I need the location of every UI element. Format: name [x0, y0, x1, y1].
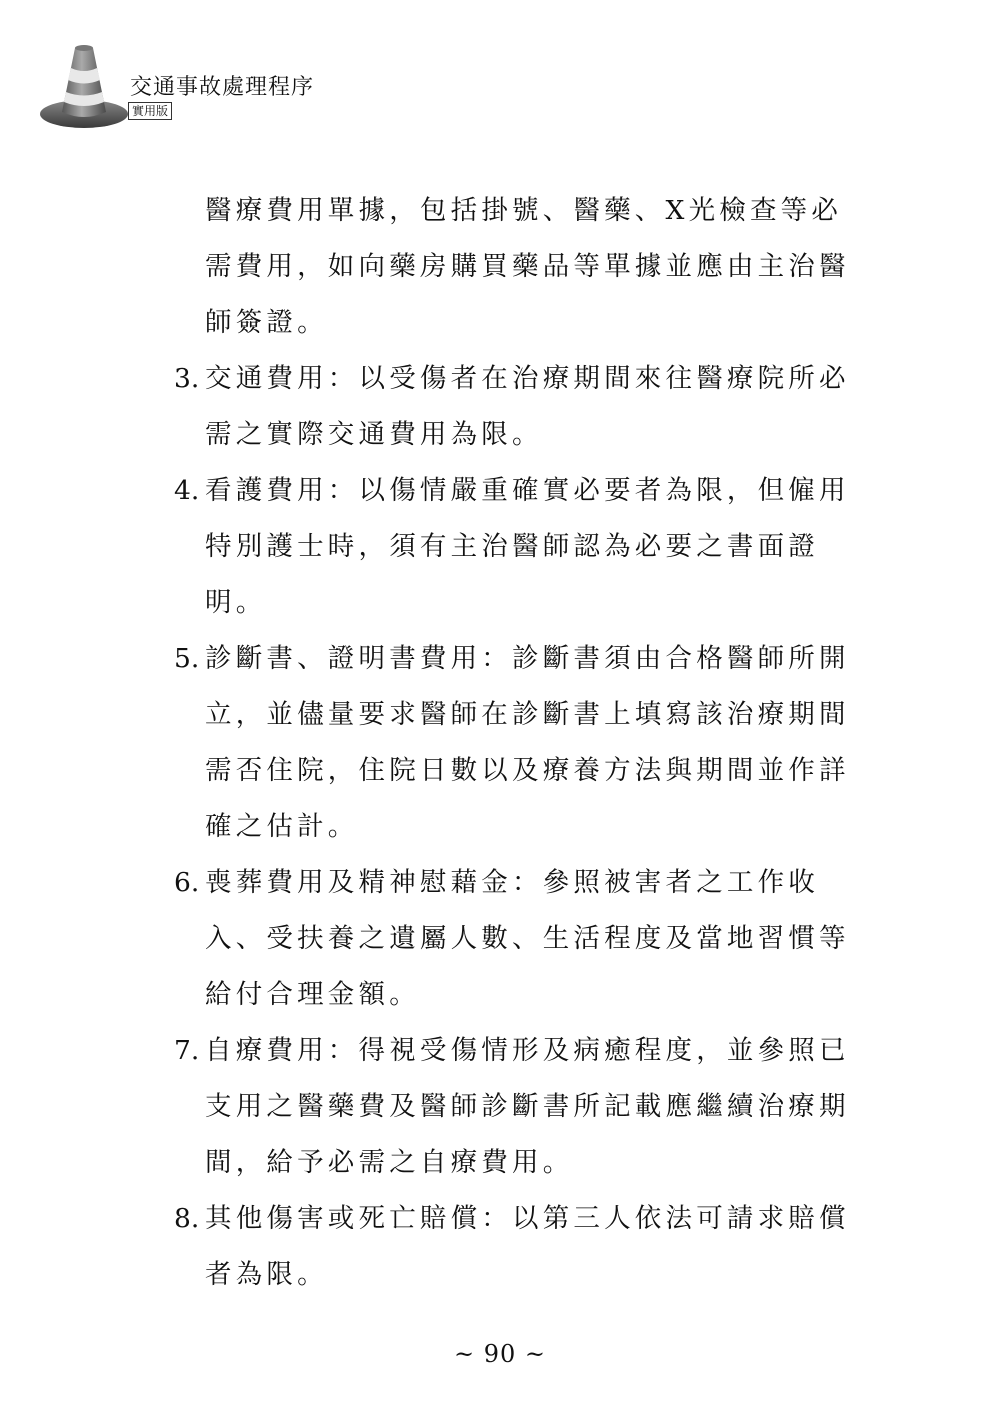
item-number: 7.	[174, 1035, 200, 1066]
traffic-cone-icon	[38, 42, 130, 132]
item-number: 6.	[174, 867, 200, 898]
item-number: 8.	[174, 1203, 200, 1234]
page-header	[38, 42, 338, 142]
page-number: ~ 90 ~	[453, 1340, 546, 1368]
edition-badge: 實用版	[128, 102, 172, 120]
list-item-3	[168, 351, 868, 463]
list-item-5	[168, 631, 868, 855]
continued-paragraph: 醫療費用單據，包括掛號、醫藥、X光檢查等必需費用，如向藥房購買藥品等單據並應由主治醫師簽證。	[205, 195, 850, 338]
list-item-8	[168, 1191, 868, 1303]
list-item-6	[168, 855, 868, 1023]
item-text: 其他傷害或死亡賠償：以第三人依法可請求賠償者為限。	[205, 1203, 850, 1290]
list-item-7	[168, 1023, 868, 1191]
item-number: 4.	[174, 475, 200, 506]
item-text: 交通費用：以受傷者在治療期間來往醫療院所必需之實際交通費用為限。	[205, 363, 850, 450]
item-text: 診斷書、證明書費用：診斷書須由合格醫師所開立，並儘量要求醫師在診斷書上填寫該治療期間需否住院，住院日數以及療養方法與期間並作詳確之估計。	[205, 643, 850, 842]
item-number: 3.	[174, 363, 200, 394]
list-item-4	[168, 463, 868, 631]
item-text: 自療費用：得視受傷情形及病癒程度，並參照已支用之醫藥費及醫師診斷書所記載應繼續治療期間，給予必需之自療費用。	[205, 1035, 850, 1178]
item-number: 5.	[174, 643, 200, 674]
item-text: 看護費用：以傷情嚴重確實必要者為限，但僱用特別護士時，須有主治醫師認為必要之書面證明。	[205, 475, 850, 618]
book-title: 交通事故處理程序	[130, 75, 315, 100]
document-body	[168, 183, 868, 1303]
item-text: 喪葬費用及精神慰藉金：參照被害者之工作收入、受扶養之遺屬人數、生活程度及當地習慣等給付合理金額。	[205, 867, 850, 1010]
